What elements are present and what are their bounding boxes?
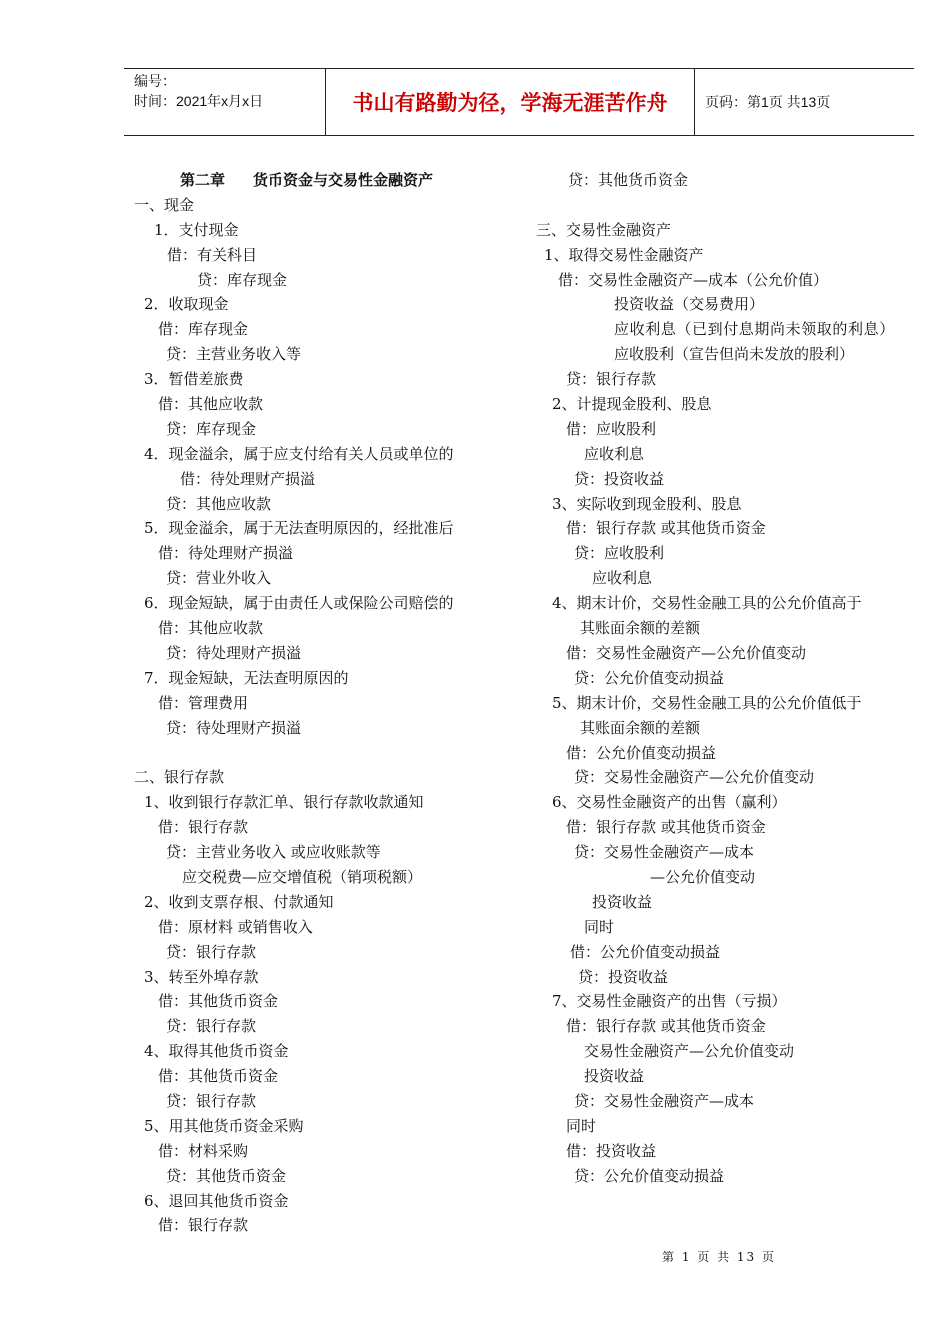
doc-line: 贷：主营业务收入 或应收账款等 bbox=[166, 843, 381, 862]
blank-line bbox=[134, 740, 504, 765]
doc-line: 借：原材料 或销售收入 bbox=[158, 917, 313, 936]
doc-line: 1．支付现金 bbox=[154, 220, 239, 239]
doc-line: 贷：主营业务收入等 bbox=[166, 345, 302, 364]
doc-line: 贷：投资收益 bbox=[578, 967, 669, 986]
chapter-title bbox=[134, 168, 504, 193]
doc-line: 贷：投资收益 bbox=[574, 469, 665, 488]
doc-line: 借：其他应收款 bbox=[158, 619, 264, 638]
doc-line: 4、期末计价，交易性金融工具的公允价值高于 bbox=[552, 594, 862, 613]
left-column bbox=[134, 168, 504, 1238]
doc-line: 3、转至外埠存款 bbox=[144, 967, 259, 986]
doc-line: 借：待处理财产损溢 bbox=[158, 544, 294, 563]
doc-line: 2、收到支票存根、付款通知 bbox=[144, 892, 334, 911]
doc-line: 借：银行存款 bbox=[158, 1216, 249, 1235]
doc-line: 5、用其他货币资金采购 bbox=[144, 1116, 304, 1135]
doc-time-label: 时间：2021年x月x日 bbox=[134, 93, 264, 109]
header-meta bbox=[124, 69, 326, 135]
doc-line: 二、银行存款 bbox=[134, 768, 225, 787]
doc-line: 借：交易性金融资产—成本（公允价值） bbox=[558, 270, 829, 289]
doc-line: 1、取得交易性金融资产 bbox=[544, 245, 704, 264]
doc-line: 贷：银行存款 bbox=[166, 1091, 257, 1110]
doc-line: —公允价值变动 bbox=[650, 867, 756, 886]
doc-line: 借：管理费用 bbox=[158, 693, 249, 712]
doc-line: 贷：银行存款 bbox=[166, 1017, 257, 1036]
doc-line: 借：银行存款 或其他货币资金 bbox=[566, 1017, 766, 1036]
doc-line: 其账面余额的差额 bbox=[580, 718, 701, 737]
doc-line: 贷：交易性金融资产—成本 bbox=[574, 1091, 755, 1110]
header-motto: 书山有路勤为径，学海无涯苦作舟 bbox=[326, 69, 695, 135]
blank-line bbox=[536, 193, 912, 218]
doc-line: 借：银行存款 或其他货币资金 bbox=[566, 818, 766, 837]
doc-line: 应收股利（宣告但尚未发放的股利） bbox=[614, 345, 855, 364]
doc-line: 交易性金融资产—公允价值变动 bbox=[584, 1042, 795, 1061]
doc-line: 借：交易性金融资产—公允价值变动 bbox=[566, 643, 807, 662]
doc-line: 2、计提现金股利、股息 bbox=[552, 395, 712, 414]
doc-line: 7、交易性金融资产的出售（亏损） bbox=[552, 992, 787, 1011]
doc-line: 贷：银行存款 bbox=[166, 942, 257, 961]
doc-line: 贷：银行存款 bbox=[566, 370, 657, 389]
doc-line: 5、期末计价，交易性金融工具的公允价值低于 bbox=[552, 693, 862, 712]
doc-line: 应收利息（已到付息期尚未领取的利息） bbox=[614, 320, 895, 339]
doc-line: 4、取得其他货币资金 bbox=[144, 1042, 289, 1061]
doc-line: 3．暂借差旅费 bbox=[144, 370, 244, 389]
doc-line: 贷：待处理财产损溢 bbox=[166, 718, 302, 737]
doc-line: 借：材料采购 bbox=[158, 1141, 249, 1160]
doc-line: 贷：交易性金融资产—成本 bbox=[574, 843, 755, 862]
doc-line: 借：公允价值变动损益 bbox=[566, 743, 717, 762]
doc-line: 借：银行存款 bbox=[158, 818, 249, 837]
doc-line: 贷：库存现金 bbox=[166, 419, 257, 438]
doc-line: 5．现金溢余，属于无法查明原因的，经批准后 bbox=[144, 519, 454, 538]
doc-line: 应收利息 bbox=[592, 569, 653, 588]
doc-line: 借：其他货币资金 bbox=[158, 1067, 279, 1086]
doc-line: 贷：营业外收入 bbox=[166, 569, 272, 588]
doc-line: 贷：待处理财产损溢 bbox=[166, 643, 302, 662]
doc-line: 一、现金 bbox=[134, 195, 195, 214]
doc-line: 贷：公允价值变动损益 bbox=[574, 1166, 725, 1185]
doc-line: 7．现金短缺，无法查明原因的 bbox=[144, 668, 349, 687]
doc-line: 其账面余额的差额 bbox=[580, 619, 701, 638]
doc-line: 4．现金溢余，属于应支付给有关人员或单位的 bbox=[144, 444, 454, 463]
doc-number-label: 编号： bbox=[134, 73, 176, 89]
page-header bbox=[124, 68, 914, 136]
doc-line: 借：有关科目 bbox=[167, 245, 258, 264]
doc-line: 同时 bbox=[584, 917, 615, 936]
doc-line: 借：库存现金 bbox=[158, 320, 249, 339]
doc-line: 2．收取现金 bbox=[144, 295, 229, 314]
doc-line: 投资收益 bbox=[592, 892, 653, 911]
chapter-name: 货币资金与交易性金融资产 bbox=[253, 171, 434, 189]
doc-line: 投资收益 bbox=[584, 1067, 645, 1086]
doc-line: 1、收到银行存款汇单、银行存款收款通知 bbox=[144, 793, 424, 812]
doc-line: 贷：其他货币资金 bbox=[166, 1166, 287, 1185]
doc-line: 6、交易性金融资产的出售（赢利） bbox=[552, 793, 787, 812]
doc-line: 借：投资收益 bbox=[566, 1141, 657, 1160]
doc-line: 贷：其他应收款 bbox=[166, 494, 272, 513]
right-column bbox=[536, 168, 912, 1189]
doc-line: 贷：公允价值变动损益 bbox=[574, 668, 725, 687]
doc-line: 借：应收股利 bbox=[566, 419, 657, 438]
doc-line: 贷：应收股利 bbox=[574, 544, 665, 563]
doc-line: 应收利息 bbox=[584, 444, 645, 463]
doc-line: 同时 bbox=[566, 1116, 597, 1135]
doc-line: 借：银行存款 或其他货币资金 bbox=[566, 519, 766, 538]
doc-line: 借：待处理财产损溢 bbox=[180, 469, 316, 488]
doc-line: 6．现金短缺，属于由责任人或保险公司赔偿的 bbox=[144, 594, 454, 613]
doc-line: 贷：交易性金融资产—公允价值变动 bbox=[574, 768, 815, 787]
doc-line: 贷：其他货币资金 bbox=[568, 171, 689, 189]
doc-line: 借：其他货币资金 bbox=[158, 992, 279, 1011]
doc-line: 借：其他应收款 bbox=[158, 395, 264, 414]
doc-line: 6、退回其他货币资金 bbox=[144, 1191, 289, 1210]
header-page-label: 页码：第1页 共13页 bbox=[705, 94, 831, 110]
doc-line: 3、实际收到现金股利、股息 bbox=[552, 494, 742, 513]
doc-line: 三、交易性金融资产 bbox=[536, 220, 672, 239]
doc-line: 应交税费—应交增值税（销项税额） bbox=[182, 867, 423, 886]
chapter-number: 第二章 bbox=[180, 171, 226, 189]
page-footer: 第 1 页 共 13 页 bbox=[662, 1250, 776, 1264]
doc-line: 贷：库存现金 bbox=[197, 270, 288, 289]
doc-line: 借：公允价值变动损益 bbox=[570, 942, 721, 961]
doc-line: 投资收益（交易费用） bbox=[614, 295, 765, 314]
